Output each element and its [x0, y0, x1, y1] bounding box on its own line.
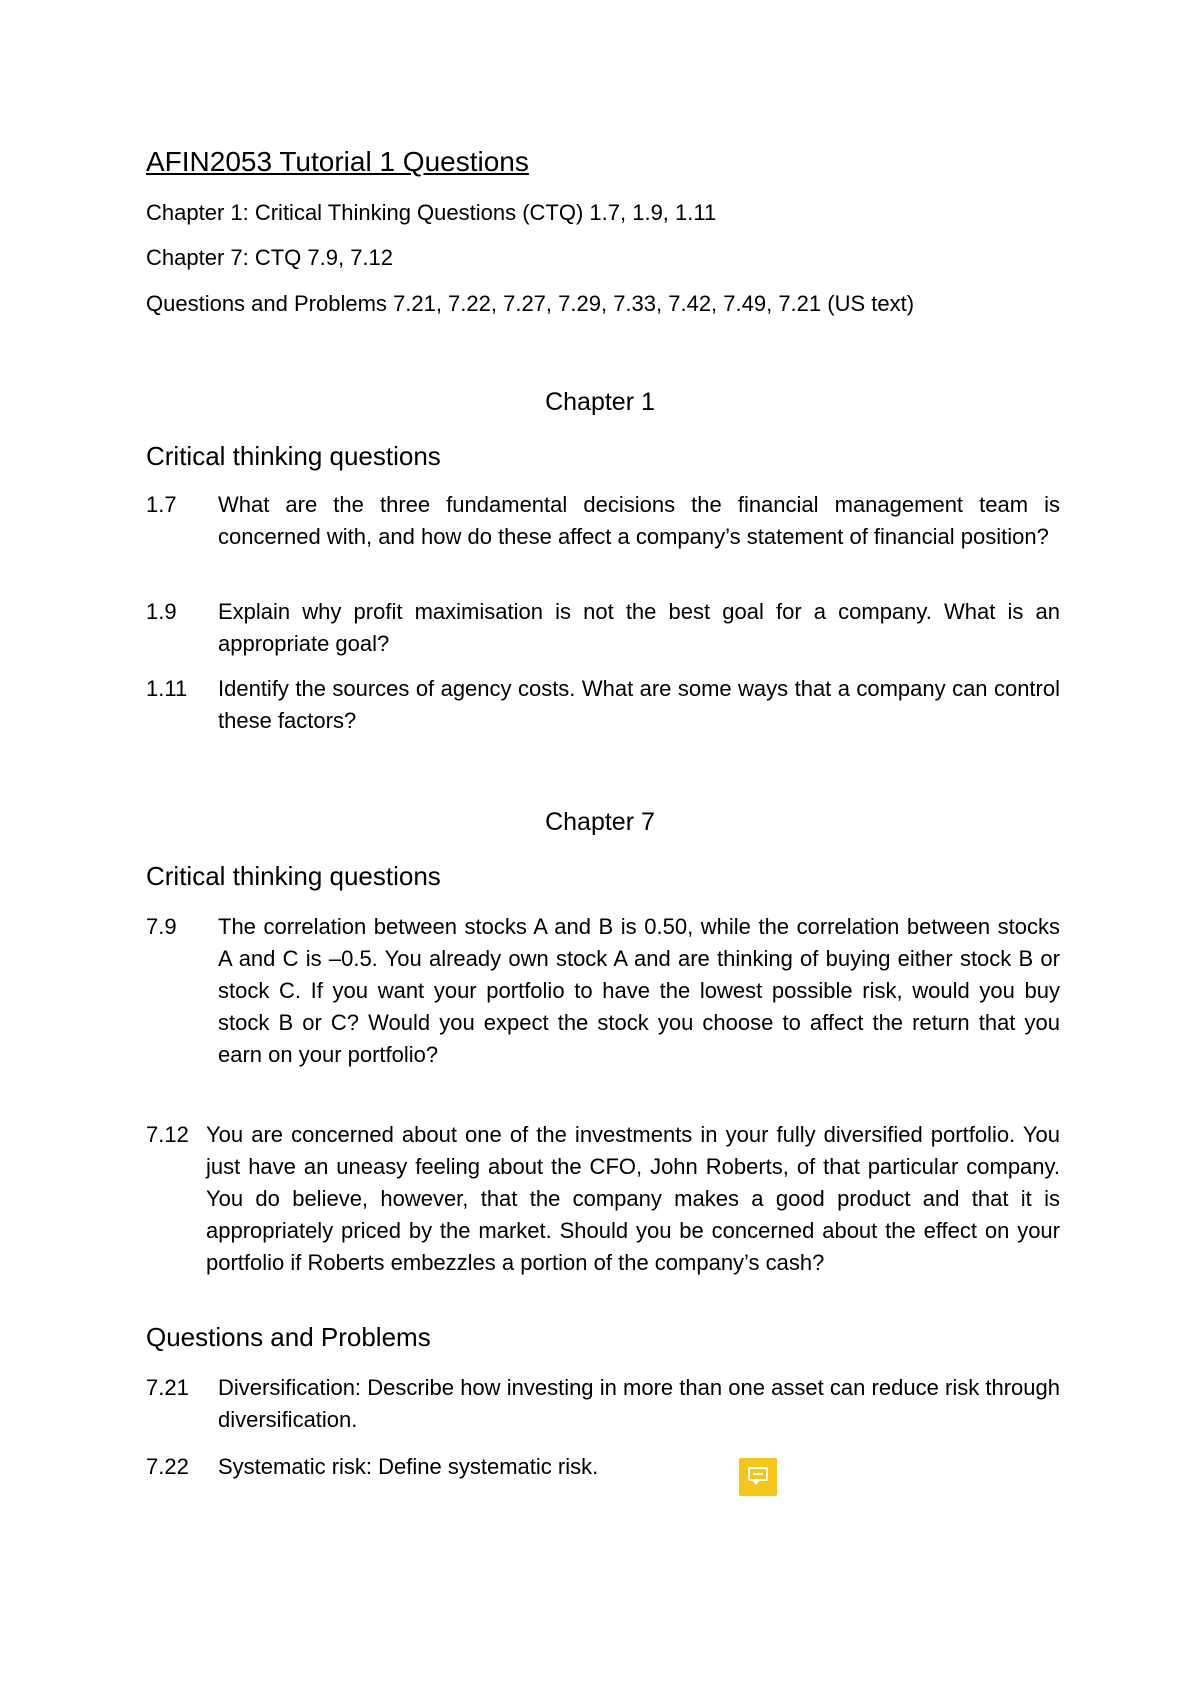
question-text: The correlation between stocks A and B is 0.50, while the correlation between stocks A and C is –0.5. You already own stock A and are thinking of buying either stock B or stock C. If you want your portfolio to have the lowest possible risk, would you buy stock B or C? Would you expect the stock you choose to affect the return that you earn on your portfolio?: [218, 914, 1060, 1067]
chapter-7-heading: Chapter 7: [545, 808, 655, 836]
question-text: You are concerned about one of the investments in your fully diversified portfolio. You just have an uneasy feeling about the CFO, John Roberts, of that particular company. You do believe, however, that the company makes a good product and that it is appropriately priced by the market. Should you be concerned about the effect on your portfolio if Roberts embezzles a portion of the company’s cash?: [206, 1122, 1060, 1275]
question-text: Diversification: Describe how investing in more than one asset can reduce risk through diversification.: [218, 1375, 1060, 1432]
questions-and-problems-heading: Questions and Problems: [146, 1322, 431, 1352]
question-text: Systematic risk: Define systematic risk.: [218, 1454, 599, 1479]
assignment-line-ch7: Chapter 7: CTQ 7.9, 7.12: [146, 245, 394, 270]
question-text: Explain why profit maximisation is not the best goal for a company. What is an appropriate goal?: [218, 599, 1060, 656]
comment-bubble-line: [753, 1473, 763, 1475]
question-7-9: [146, 911, 1060, 1071]
question-number: 1.11: [146, 676, 188, 701]
question-1-7: [146, 489, 1060, 553]
page-title: AFIN2053 Tutorial 1 Questions: [146, 146, 529, 177]
question-text: Identify the sources of agency costs. What are some ways that a company can control these factors?: [218, 676, 1060, 733]
question-number: 7.22: [146, 1454, 189, 1479]
chapter-1-heading: Chapter 1: [545, 388, 655, 416]
problem-7-22: [146, 1451, 1060, 1483]
question-1-9: [146, 596, 1060, 660]
problem-7-21: [146, 1372, 1060, 1436]
question-number: 7.21: [146, 1375, 189, 1400]
question-number: 1.9: [146, 599, 177, 624]
question-number: 7.9: [146, 914, 177, 939]
question-7-12: [146, 1119, 1060, 1279]
question-1-11: [146, 673, 1060, 737]
comment-bubble-tail: [752, 1480, 760, 1485]
assignment-line-problems: Questions and Problems 7.21, 7.22, 7.27, 7.29, 7.33, 7.42, 7.49, 7.21 (US text): [146, 291, 915, 316]
chapter-7-section-heading: Critical thinking questions: [146, 861, 441, 891]
assignment-line-ch1: Chapter 1: Critical Thinking Questions (CTQ) 1.7, 1.9, 1.11: [146, 200, 717, 225]
comment-icon[interactable]: [739, 1458, 777, 1496]
chapter-1-section-heading: Critical thinking questions: [146, 441, 441, 471]
question-number: 1.7: [146, 492, 177, 517]
question-number: 7.12: [146, 1122, 189, 1147]
question-text: What are the three fundamental decisions the financial management team is concerned with, and how do these affect a company’s statement of financial position?: [218, 492, 1060, 549]
